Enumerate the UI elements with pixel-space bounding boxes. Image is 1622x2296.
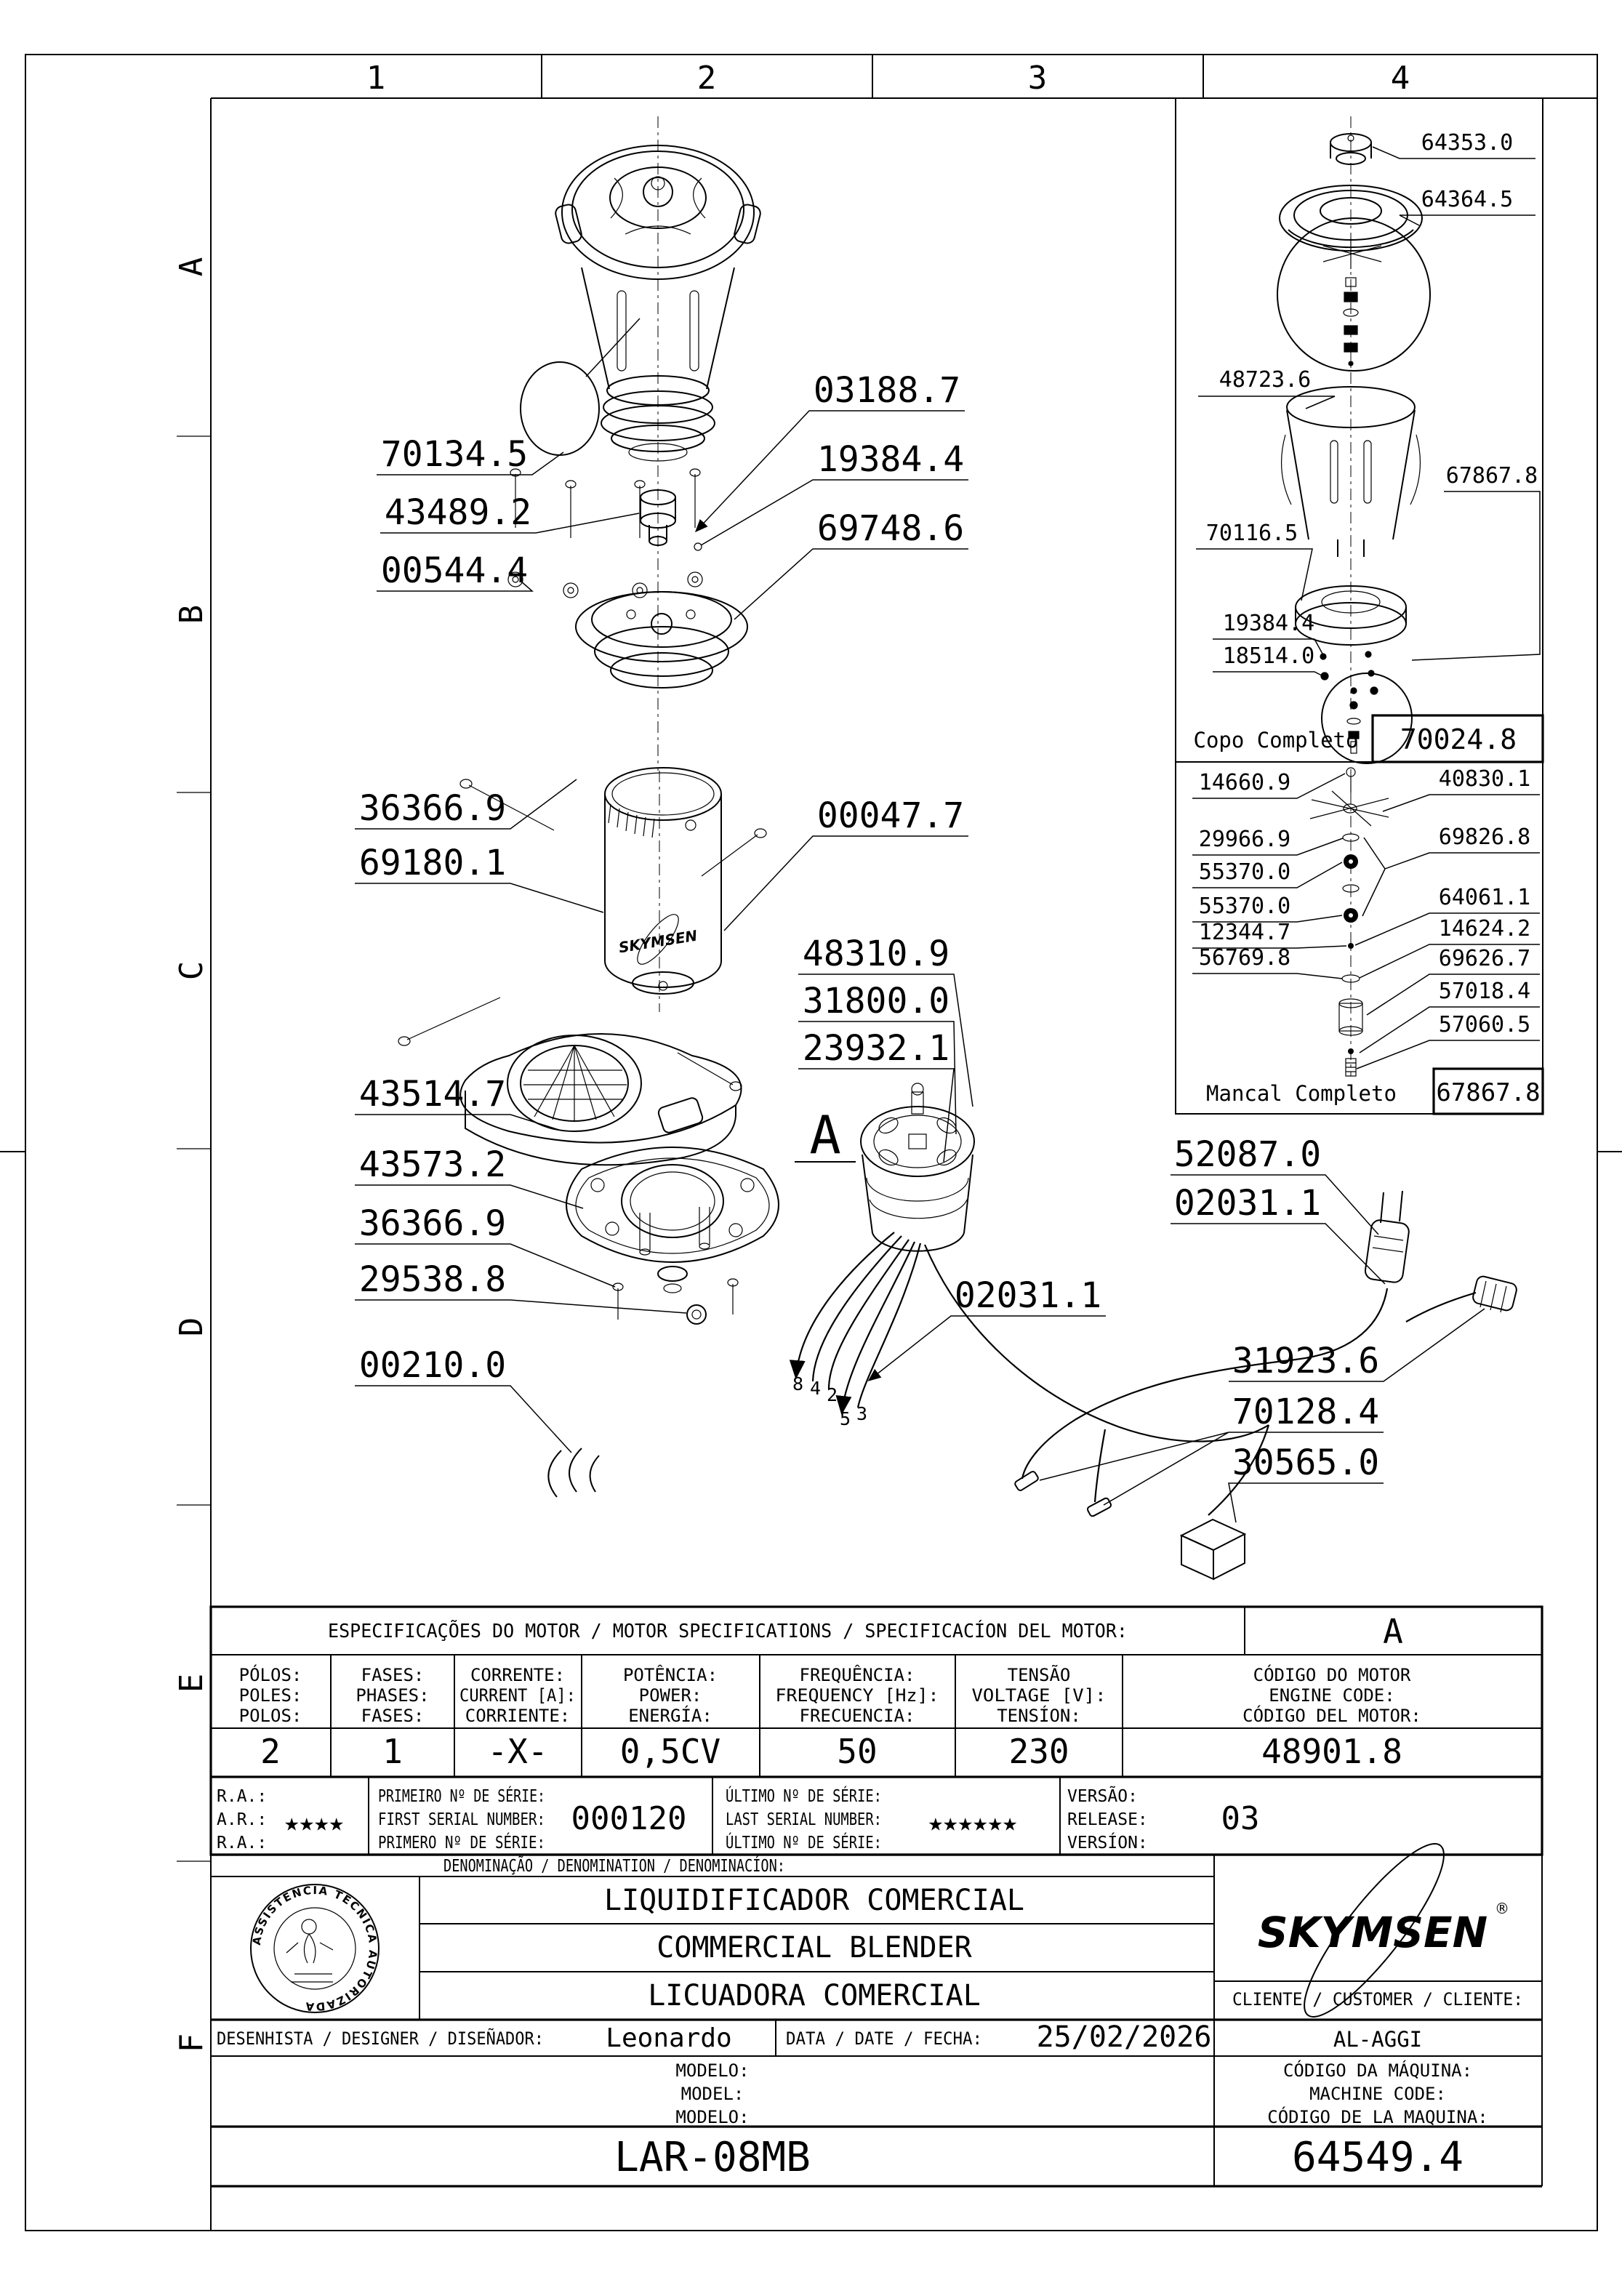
svg-text:2: 2 <box>260 1732 281 1771</box>
svg-text:ENERGÍA:: ENERGÍA: <box>628 1706 712 1726</box>
part-label: 00047.7 <box>816 795 965 836</box>
coupling <box>641 490 702 550</box>
row-label: A <box>173 257 210 277</box>
part-label: 29966.9 <box>1198 827 1291 852</box>
svg-text:R.A.:: R.A.: <box>217 1834 268 1853</box>
svg-text:MODELO:: MODELO: <box>675 2060 750 2081</box>
designer-label: DESENHISTA / DESIGNER / DISEÑADOR: <box>217 2028 574 2049</box>
part-label: 56769.8 <box>1198 945 1291 971</box>
spec-header: ESPECIFICAÇÕES DO MOTOR / MOTOR SPECIFICATIONS / SPECIFICACÍON DEL MOTOR: <box>328 1621 1159 1642</box>
gasket-screws <box>613 1279 738 1324</box>
denomination-es: LICUADORA COMERCIAL <box>648 1979 981 2012</box>
copo-detail-panel <box>1176 98 1543 763</box>
part-label: 19384.4 <box>816 439 965 480</box>
motor-brand-logo: SKYMSEN <box>617 926 699 957</box>
revision-letter: A <box>1383 1612 1403 1651</box>
svg-text:CORRENTE:: CORRENTE: <box>470 1665 566 1685</box>
copo-parts <box>1277 134 1430 763</box>
client-value: AL-AGGI <box>1333 2027 1423 2052</box>
svg-text:VERSÃO:: VERSÃO: <box>1067 1787 1138 1806</box>
denomination-pt: LIQUIDIFICADOR COMERCIAL <box>604 1884 1024 1917</box>
svg-text:FASES:: FASES: <box>361 1706 425 1726</box>
svg-text:VOLTAGE [V]:: VOLTAGE [V]: <box>971 1685 1107 1706</box>
part-label: 00544.4 <box>380 550 529 591</box>
first-serial-value: 000120 <box>571 1800 687 1837</box>
svg-text:ASSISTÊNCIA TÉCNICA AUTORIZADA: ASSISTÊNCIA TÉCNICA AUTORIZADA <box>249 1883 380 2014</box>
svg-text:FRECUENCIA:: FRECUENCIA: <box>799 1706 915 1726</box>
row-label: B <box>173 604 210 625</box>
svg-text:RELEASE:: RELEASE: <box>1067 1810 1148 1829</box>
title-block <box>211 1829 1542 2186</box>
row-label: C <box>173 960 210 981</box>
svg-text:230: 230 <box>1008 1732 1069 1771</box>
registered-mark: ® <box>1495 1900 1509 1917</box>
part-label: 03188.7 <box>813 370 961 411</box>
exploded-view <box>355 116 1518 1579</box>
column-label: 1 <box>366 60 386 97</box>
part-label: 67867.8 <box>1445 463 1538 489</box>
part-label: 18514.0 <box>1222 643 1315 669</box>
svg-text:CÓDIGO DEL MOTOR:: CÓDIGO DEL MOTOR: <box>1242 1706 1421 1726</box>
part-label: 19384.4 <box>1222 611 1315 636</box>
svg-text:R.A.:: R.A.: <box>217 1787 268 1806</box>
part-label: 12344.7 <box>1198 920 1291 945</box>
svg-text:PÓLOS:: PÓLOS: <box>238 1665 302 1685</box>
client-label: CLIENTE / CUSTOMER / CLIENTE: <box>1232 1989 1523 2010</box>
svg-text:1: 1 <box>382 1732 403 1771</box>
column-label: 4 <box>1390 60 1410 97</box>
part-label: 69826.8 <box>1438 824 1531 850</box>
part-label: 64364.5 <box>1421 187 1514 212</box>
row-label: D <box>173 1317 210 1337</box>
svg-text:A: A <box>809 1104 841 1165</box>
part-label: 64061.1 <box>1438 885 1531 910</box>
svg-text:MACHINE CODE:: MACHINE CODE: <box>1309 2084 1446 2104</box>
part-label: 48310.9 <box>802 934 950 974</box>
part-label: 23932.1 <box>802 1028 950 1069</box>
section-marker <box>795 1104 856 1165</box>
spec-column-labels <box>239 1663 1421 1726</box>
svg-text:-X-: -X- <box>487 1732 548 1771</box>
wire-number: 5 <box>840 1408 851 1429</box>
wire-number: 3 <box>856 1403 868 1424</box>
part-label: 70134.5 <box>380 434 529 475</box>
part-label: 14624.2 <box>1438 916 1531 942</box>
svg-text:POTÊNCIA:: POTÊNCIA: <box>622 1665 718 1685</box>
part-label: 43489.2 <box>384 492 532 533</box>
date-value: 25/02/2026 <box>1036 2020 1212 2054</box>
date-label: DATA / DATE / FECHA: <box>786 2028 982 2049</box>
part-label: 70128.4 <box>1232 1392 1380 1432</box>
part-label: 70116.5 <box>1205 521 1298 546</box>
part-label: 29538.8 <box>358 1259 507 1300</box>
row-label: F <box>173 2033 210 2053</box>
part-label: 02031.1 <box>1173 1183 1322 1224</box>
svg-text:TENSÃO: TENSÃO <box>1007 1665 1071 1685</box>
svg-text:PHASES:: PHASES: <box>356 1685 430 1706</box>
svg-text:50: 50 <box>837 1732 878 1771</box>
svg-text:LAST SERIAL NUMBER:: LAST SERIAL NUMBER: <box>726 1810 882 1829</box>
svg-text:CURRENT [A]:: CURRENT [A]: <box>459 1685 576 1706</box>
ra-value: ★★★★ <box>284 1808 344 1837</box>
part-label: 31923.6 <box>1232 1341 1380 1381</box>
wire-number: 4 <box>810 1378 822 1399</box>
svg-text:48901.8: 48901.8 <box>1261 1732 1402 1771</box>
svg-text:FREQUENCY [Hz]:: FREQUENCY [Hz]: <box>775 1685 939 1706</box>
part-label: 55370.0 <box>1198 894 1291 919</box>
part-label: 69180.1 <box>358 843 507 883</box>
copo-leaders <box>1196 147 1540 675</box>
denomination-en: COMMERCIAL BLENDER <box>657 1931 972 1964</box>
svg-text:FIRST SERIAL NUMBER:: FIRST SERIAL NUMBER: <box>378 1810 545 1829</box>
base-plate <box>576 592 747 688</box>
svg-text:POWER:: POWER: <box>638 1685 702 1706</box>
row-label: E <box>173 1673 210 1693</box>
part-label: 43514.7 <box>358 1074 507 1115</box>
svg-text:POLOS:: POLOS: <box>238 1706 302 1726</box>
part-label: 69626.7 <box>1438 946 1531 971</box>
part-label: 14660.9 <box>1198 770 1291 795</box>
denomination-header: DENOMINAÇÃO / DENOMINATION / DENOMINACÍON: <box>443 1857 867 1876</box>
svg-text:CÓDIGO DA MÁQUINA:: CÓDIGO DA MÁQUINA: <box>1282 2060 1473 2081</box>
machine-code-value: 64549.4 <box>1291 2134 1464 2181</box>
svg-text:ÚLTIMO Nº DE SÉRIE:: ÚLTIMO Nº DE SÉRIE: <box>726 1834 918 1853</box>
part-label: 69748.6 <box>816 508 965 549</box>
part-label: 36366.9 <box>358 788 507 829</box>
rubber-foot <box>548 1448 599 1497</box>
mancal-parts <box>1310 768 1389 1076</box>
column-label: 3 <box>1027 60 1048 97</box>
svg-text:ÚLTIMO Nº DE SÉRIE:: ÚLTIMO Nº DE SÉRIE: <box>726 1787 918 1806</box>
part-label: 43573.2 <box>358 1144 507 1185</box>
model-labels <box>675 2059 1487 2127</box>
svg-text:PRIMEIRO Nº DE SÉRIE:: PRIMEIRO Nº DE SÉRIE: <box>378 1787 590 1806</box>
base-screws <box>508 469 702 598</box>
part-label: 64353.0 <box>1421 130 1514 156</box>
svg-text:CORRIENTE:: CORRIENTE: <box>465 1706 571 1726</box>
balloon-circle <box>521 362 599 455</box>
svg-text:FREQUÊNCIA:: FREQUÊNCIA: <box>799 1665 915 1685</box>
part-label: 30565.0 <box>1232 1442 1380 1483</box>
mancal-labels <box>1199 766 1530 1037</box>
part-label: 36366.9 <box>358 1203 507 1244</box>
wire-number: 2 <box>827 1384 838 1405</box>
last-serial-value: ★★★★★★ <box>928 1808 1018 1837</box>
mancal-detail-panel <box>1176 762 1543 1114</box>
part-label: 57060.5 <box>1438 1012 1531 1037</box>
serial-row <box>217 1786 1259 1853</box>
part-label: 48723.6 <box>1218 367 1312 393</box>
copo-panel-code: 70024.8 <box>1400 723 1517 755</box>
svg-text:MODEL:: MODEL: <box>680 2084 744 2104</box>
mancal-panel-code: 67867.8 <box>1436 1078 1541 1107</box>
part-label: 52087.0 <box>1173 1134 1322 1175</box>
svg-text:MODELO:: MODELO: <box>675 2107 750 2127</box>
svg-text:ENGINE CODE:: ENGINE CODE: <box>1269 1685 1395 1706</box>
motor-spec-table <box>211 1607 1542 1855</box>
spec-values <box>260 1732 1402 1771</box>
part-label: 02031.1 <box>954 1275 1102 1316</box>
authorized-service-stamp-icon <box>250 1884 380 2013</box>
model-value: LAR-08MB <box>614 2134 811 2181</box>
designer-value: Leonardo <box>606 2023 732 2053</box>
svg-text:0,5CV: 0,5CV <box>619 1732 721 1771</box>
svg-text:PRIMERO Nº DE SÉRIE:: PRIMERO Nº DE SÉRIE: <box>378 1834 579 1853</box>
cable-connector <box>1472 1275 1518 1312</box>
part-label: 57018.4 <box>1438 979 1531 1004</box>
svg-text:CÓDIGO DO MOTOR: CÓDIGO DO MOTOR <box>1253 1665 1411 1685</box>
part-label: 55370.0 <box>1198 859 1291 885</box>
wire-number: 8 <box>792 1373 804 1394</box>
gasket-plate <box>566 1147 779 1293</box>
switch <box>1181 1520 1245 1579</box>
svg-text:VERSÍON:: VERSÍON: <box>1067 1834 1148 1853</box>
mancal-panel-title: Mancal Completo <box>1206 1081 1397 1106</box>
svg-text:CÓDIGO DE LA MAQUINA:: CÓDIGO DE LA MAQUINA: <box>1267 2107 1488 2127</box>
part-label: 40830.1 <box>1438 766 1531 792</box>
svg-text:TENSÍON:: TENSÍON: <box>997 1706 1081 1726</box>
column-label: 2 <box>696 60 717 97</box>
svg-text:A.R.:: A.R.: <box>217 1810 268 1829</box>
version-value: 03 <box>1221 1800 1260 1837</box>
svg-text:FASES:: FASES: <box>361 1665 425 1685</box>
rotor-assembly <box>861 1083 974 1251</box>
part-label: 00210.0 <box>358 1345 507 1386</box>
brand-name: SKYMSEN <box>1257 1908 1488 1957</box>
svg-text:POLES:: POLES: <box>238 1685 302 1706</box>
part-label: 31800.0 <box>802 981 950 1021</box>
copo-panel-title: Copo Completo <box>1193 728 1359 752</box>
